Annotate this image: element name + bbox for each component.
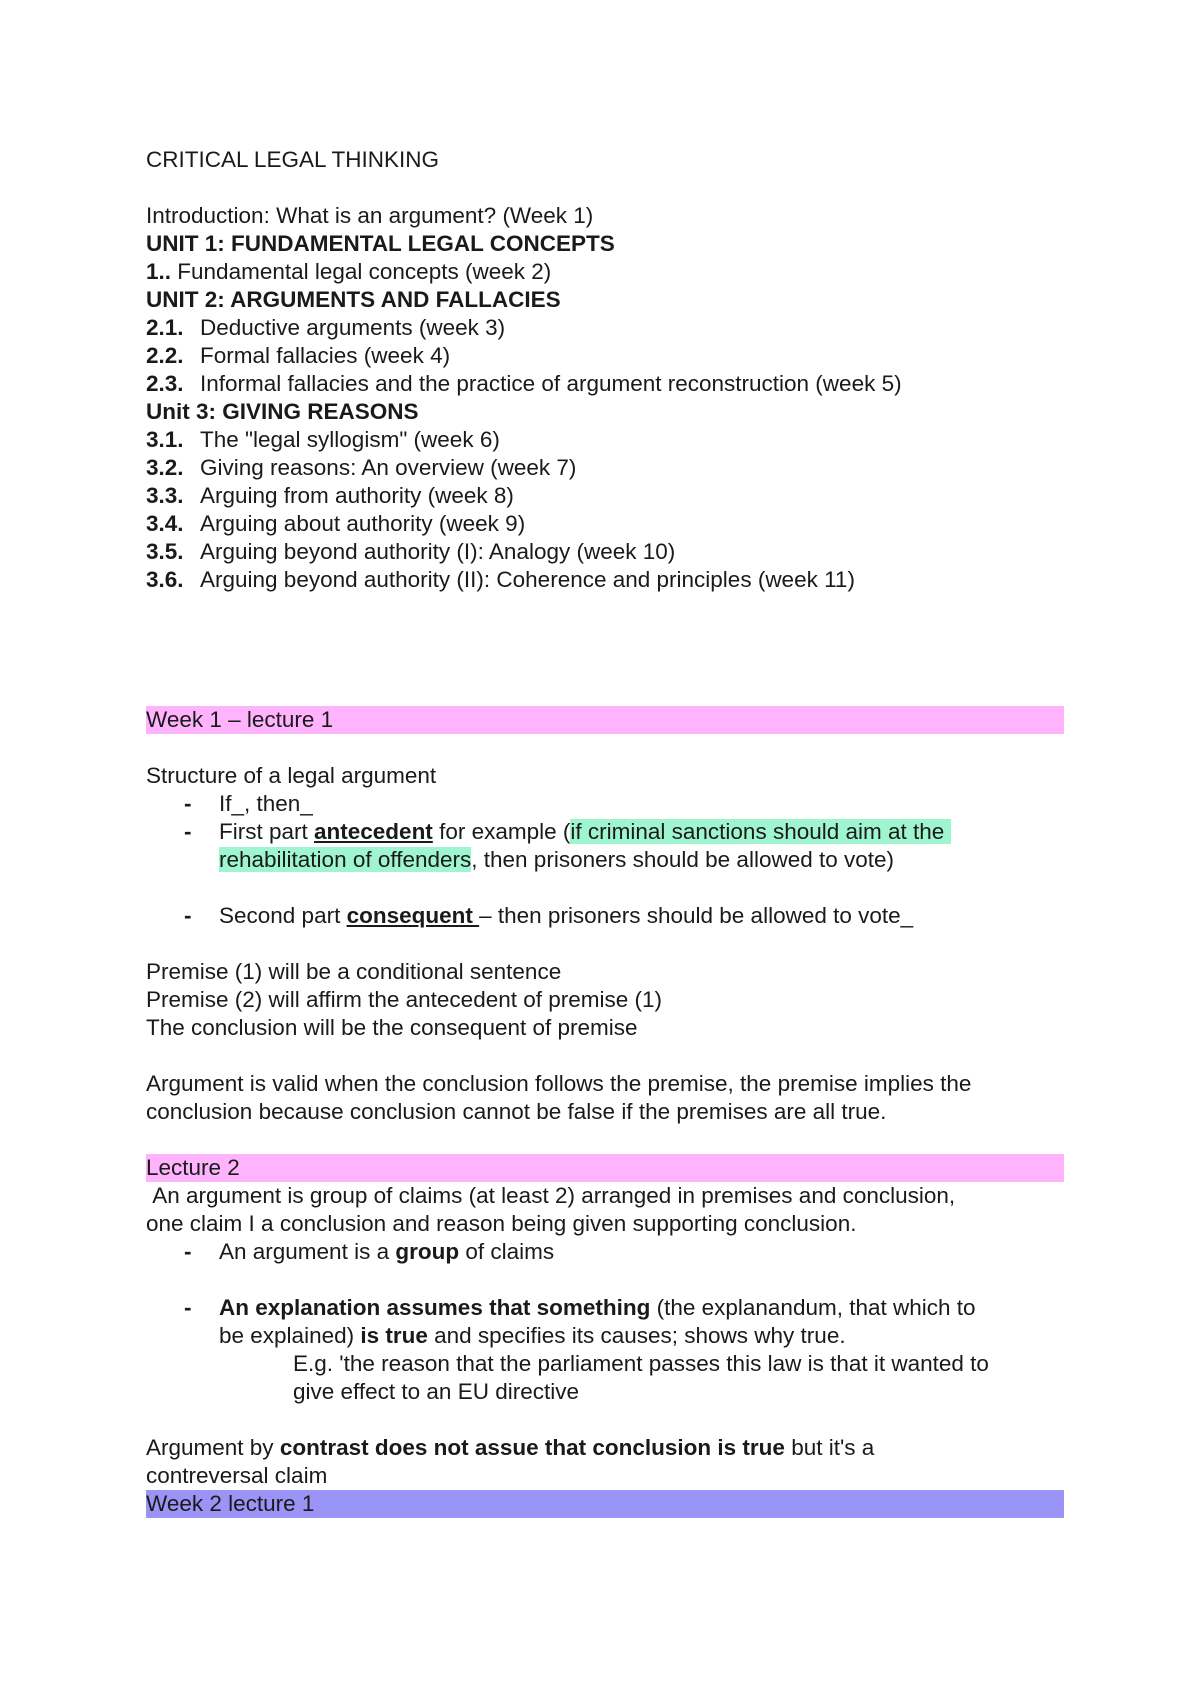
toc-item <box>146 482 1066 510</box>
definition-line: An argument is group of claims (at least 2) arranged in premises and conclusion, <box>146 1183 956 1208</box>
bullet-dash: - <box>184 819 192 844</box>
conclusion-line: The conclusion will be the consequent of premise <box>146 1015 638 1040</box>
list-item: - Second part consequent – then prisoners should be allowed to vote_ <box>184 903 914 928</box>
toc-item <box>146 258 1066 286</box>
example-line: E.g. 'the reason that the parliament passes this law is that it wanted to <box>293 1351 989 1376</box>
bullet-dash: - <box>184 791 192 816</box>
bullet-dash: - <box>184 903 192 928</box>
toc-number: 3.4. <box>146 511 184 536</box>
toc-item <box>146 510 1066 538</box>
toc-text: Fundamental legal concepts (week 2) <box>171 259 552 284</box>
bullet-dash: - <box>184 1239 192 1264</box>
toc-text: Giving reasons: An overview (week 7) <box>200 455 577 480</box>
toc-text: Arguing from authority (week 8) <box>200 483 514 508</box>
toc-item <box>146 342 1066 370</box>
document-title: CRITICAL LEGAL THINKING <box>146 147 439 172</box>
list-item: - An explanation assumes that something (the explanandum, that which to be explained) is true and specifies its causes; shows why true. <box>184 1295 976 1348</box>
toc-number: 2.1. <box>146 315 184 340</box>
toc-text: The "legal syllogism" (week 6) <box>200 427 500 452</box>
toc-item <box>146 538 1066 566</box>
toc-number: 3.6. <box>146 567 184 592</box>
unit2-heading: UNIT 2: ARGUMENTS AND FALLACIES <box>146 287 561 312</box>
term-consequent: consequent <box>346 903 480 928</box>
toc-item <box>146 566 1066 594</box>
document-page <box>146 146 1066 1518</box>
list-item: - An argument is a group of claims <box>184 1239 555 1264</box>
toc-number: 3.2. <box>146 455 184 480</box>
term-antecedent: antecedent <box>314 819 433 844</box>
toc-number: 3.5. <box>146 539 184 564</box>
definition-line: one claim I a conclusion and reason being given supporting conclusion. <box>146 1211 857 1236</box>
structure-title: Structure of a legal argument <box>146 763 437 788</box>
toc-item <box>146 314 1066 342</box>
toc-text: Arguing beyond authority (II): Coherence and principles (week 11) <box>200 567 855 592</box>
highlight: if criminal sanctions should aim at the <box>570 819 951 844</box>
toc-text: Formal fallacies (week 4) <box>200 343 451 368</box>
toc-item <box>146 454 1066 482</box>
intro-line: Introduction: What is an argument? (Week 1) <box>146 203 594 228</box>
bullet-dash: - <box>184 1295 192 1320</box>
toc-text: Arguing about authority (week 9) <box>200 511 526 536</box>
week2-heading: Week 2 lecture 1 <box>146 1490 1064 1518</box>
validity-line: Argument is valid when the conclusion follows the premise, the premise implies the <box>146 1071 972 1096</box>
toc-text: Deductive arguments (week 3) <box>200 315 506 340</box>
highlight: rehabilitation of offenders <box>219 847 472 872</box>
toc-number: 3.3. <box>146 483 184 508</box>
toc-number: 2.3. <box>146 371 184 396</box>
unit1-heading: UNIT 1: FUNDAMENTAL LEGAL CONCEPTS <box>146 231 615 256</box>
toc-item <box>146 370 1066 398</box>
contrast-line: contreversal claim <box>146 1463 328 1488</box>
toc-text: Arguing beyond authority (I): Analogy (week 10) <box>200 539 676 564</box>
example-line: give effect to an EU directive <box>293 1379 579 1404</box>
contrast-line: Argument by contrast does not assue that conclusion is true but it's a <box>146 1435 875 1460</box>
toc-item <box>146 426 1066 454</box>
list-item: - First part antecedent for example (if criminal sanctions should aim at the rehabilitation of offenders, then prisoners should be allowed to vote) <box>184 819 951 872</box>
toc-number: 3.1. <box>146 427 184 452</box>
premise-2: Premise (2) will affirm the antecedent of premise (1) <box>146 987 663 1012</box>
list-item: - If_, then_ <box>184 791 313 816</box>
lecture2-heading: Lecture 2 <box>146 1154 1064 1182</box>
validity-line: conclusion because conclusion cannot be false if the premises are all true. <box>146 1099 887 1124</box>
premise-1: Premise (1) will be a conditional sentence <box>146 959 562 984</box>
toc-text: Informal fallacies and the practice of argument reconstruction (week 5) <box>200 371 902 396</box>
toc-number: 2.2. <box>146 343 184 368</box>
toc-number: 1.. <box>146 259 172 284</box>
unit3-heading: Unit 3: GIVING REASONS <box>146 399 419 424</box>
week1-heading: Week 1 – lecture 1 <box>146 706 1064 734</box>
